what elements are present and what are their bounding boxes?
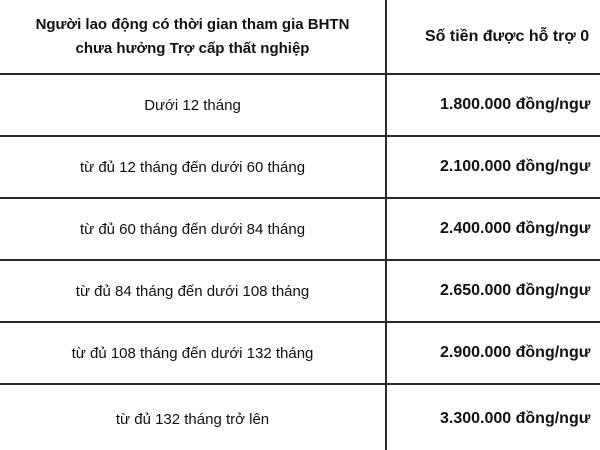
- header-duration-line1: Người lao động có thời gian tham gia BHTN: [35, 15, 350, 33]
- table-header-row: [0, 0, 600, 74]
- duration-cell: từ đủ 60 tháng đến dưới 84 tháng: [0, 198, 386, 260]
- amount-cell: 2.900.000 đồng/ngư: [386, 322, 600, 384]
- duration-cell: Dưới 12 tháng: [0, 74, 386, 136]
- table-row: [0, 74, 600, 136]
- table-row: [0, 260, 600, 322]
- amount-cell: 1.800.000 đồng/ngư: [386, 74, 600, 136]
- table-row: [0, 136, 600, 198]
- duration-cell: từ đủ 12 tháng đến dưới 60 tháng: [0, 136, 386, 198]
- header-duration-line2: chưa hưởng Trợ cấp thất nghiệp: [75, 39, 310, 57]
- table-row: [0, 198, 600, 260]
- duration-cell: từ đủ 108 tháng đến dưới 132 tháng: [0, 322, 386, 384]
- amount-cell: 3.300.000 đồng/ngư: [386, 384, 600, 450]
- amount-cell: 2.650.000 đồng/ngư: [386, 260, 600, 322]
- table-row: [0, 384, 600, 450]
- header-amount-cell: Số tiền được hỗ trợ 0: [386, 0, 600, 74]
- amount-cell: 2.100.000 đồng/ngư: [386, 136, 600, 198]
- table-row: [0, 322, 600, 384]
- duration-cell: từ đủ 84 tháng đến dưới 108 tháng: [0, 260, 386, 322]
- duration-cell: từ đủ 132 tháng trở lên: [0, 384, 386, 450]
- amount-cell: 2.400.000 đồng/ngư: [386, 198, 600, 260]
- header-duration-cell: [0, 0, 386, 74]
